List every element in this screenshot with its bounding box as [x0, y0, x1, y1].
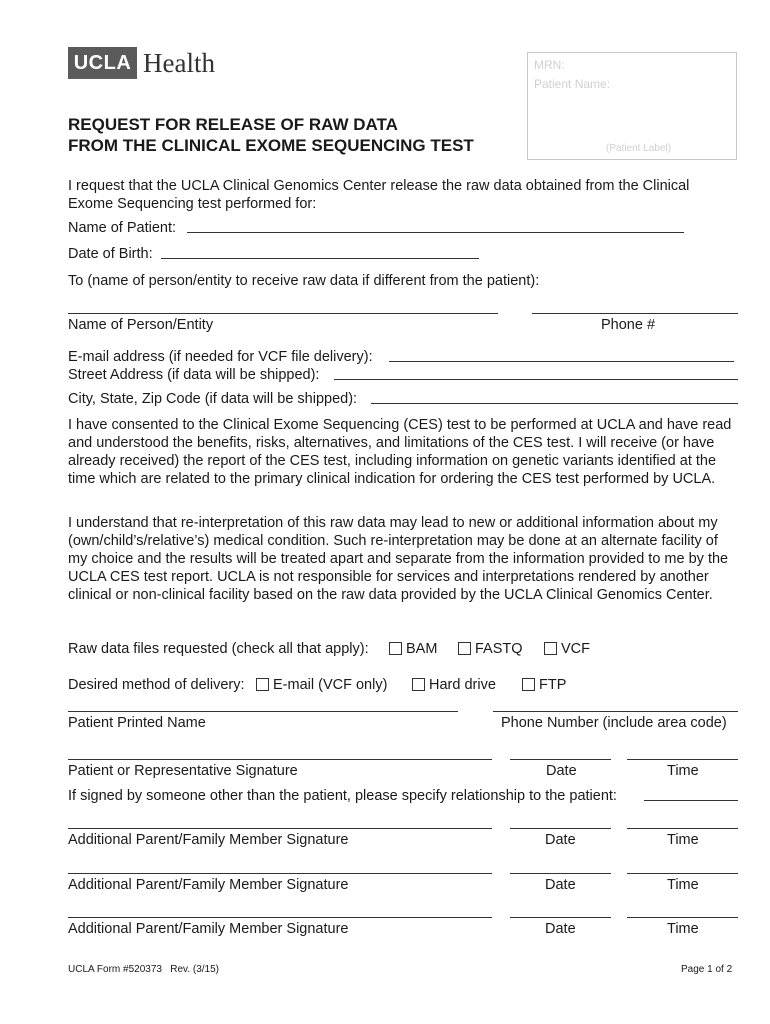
consent-paragraph: I have consented to the Clinical Exome Sequencing (CES) test to be performed at UCLA and have read and understood the benefits, risks, alternatives, and limitations of the CES test. I will receive (or have already received) the report of the CES test, including information on genetic variants identified at the time which are related to the primary clinical indication for ordering the CES test performed by UCLA. [68, 417, 732, 487]
health-logo-word: Health [143, 48, 215, 78]
hard-drive-checkbox[interactable] [412, 678, 425, 691]
phone-number-line[interactable] [493, 711, 738, 712]
patient-name-label: Patient Name: [534, 77, 611, 91]
recipient-instruction: To (name of person/entity to receive raw data if different from the patient): [68, 273, 540, 289]
city-line[interactable] [371, 403, 738, 404]
patient-label-box [527, 52, 737, 160]
bam-checkbox[interactable] [389, 642, 402, 655]
name-of-patient-label: Name of Patient: [68, 220, 176, 236]
date-of-birth-line[interactable] [161, 258, 479, 259]
additional-date-label-1: Date [545, 832, 576, 848]
option-hard-drive[interactable]: Hard drive [412, 676, 496, 694]
additional-time-label-1: Time [667, 832, 699, 848]
date-of-birth-label: Date of Birth: [68, 246, 153, 262]
additional-time-line-2[interactable] [627, 873, 738, 874]
patient-date-label: Date [546, 763, 577, 779]
additional-signature-line-1[interactable] [68, 828, 492, 829]
additional-date-line-3[interactable] [510, 917, 611, 918]
additional-date-line-1[interactable] [510, 828, 611, 829]
additional-signature-label-3: Additional Parent/Family Member Signature [68, 921, 349, 937]
intro-text: I request that the UCLA Clinical Genomics Center release the raw data obtained from the Clinical Exome Sequencing test performed for: [68, 178, 690, 212]
additional-time-label-2: Time [667, 877, 699, 893]
printed-name-line[interactable] [68, 711, 458, 712]
email-checkbox[interactable] [256, 678, 269, 691]
additional-signature-line-3[interactable] [68, 917, 492, 918]
additional-time-line-1[interactable] [627, 828, 738, 829]
additional-time-line-3[interactable] [627, 917, 738, 918]
delivery-label: Desired method of delivery: [68, 677, 245, 693]
additional-date-line-2[interactable] [510, 873, 611, 874]
relationship-label: If signed by someone other than the patient, please specify relationship to the patient: [68, 788, 617, 804]
mrn-label: MRN: [534, 58, 565, 72]
email-line[interactable] [389, 361, 734, 362]
additional-signature-label-2: Additional Parent/Family Member Signature [68, 877, 349, 893]
ftp-checkbox[interactable] [522, 678, 535, 691]
phone-label: Phone # [601, 317, 656, 333]
name-of-patient-line[interactable] [187, 232, 684, 233]
option-fastq[interactable]: FASTQ [458, 640, 523, 658]
page-number: Page 1 of 2 [681, 964, 733, 975]
phone-line[interactable] [532, 313, 738, 314]
additional-signature-label-1: Additional Parent/Family Member Signature [68, 832, 349, 848]
patient-time-label: Time [667, 763, 699, 779]
printed-name-label: Patient Printed Name [68, 715, 206, 731]
additional-date-label-3: Date [545, 921, 576, 937]
vcf-checkbox[interactable] [544, 642, 557, 655]
option-ftp[interactable]: FTP [522, 676, 566, 694]
additional-signature-line-2[interactable] [68, 873, 492, 874]
additional-date-label-2: Date [545, 877, 576, 893]
relationship-line[interactable] [644, 800, 738, 801]
street-label: Street Address (if data will be shipped): [68, 367, 320, 383]
understand-paragraph: I understand that re-interpretation of this raw data may lead to new or additional information about my (own/child’s/relative’s) medical condition. Such re-interpretation may be done at an alternate facility of my choice and the results will be treated apart and separate from the information provided to me by the UCLA CES test report. UCLA is not responsible for services and interpretations rendered by another clinical or non-clinical facility based on the raw data provided by the UCLA Clinical Genomics Center. [68, 515, 729, 603]
street-line[interactable] [334, 379, 738, 380]
form-title-line1: REQUEST FOR RELEASE OF RAW DATA [68, 115, 398, 134]
additional-time-label-3: Time [667, 921, 699, 937]
person-entity-label: Name of Person/Entity [68, 317, 214, 333]
patient-signature-label: Patient or Representative Signature [68, 763, 298, 779]
patient-date-line[interactable] [510, 759, 611, 760]
ucla-logo: UCLA [68, 47, 137, 79]
person-entity-line[interactable] [68, 313, 498, 314]
email-label: E-mail address (if needed for VCF file delivery): [68, 349, 373, 365]
option-email[interactable]: E-mail (VCF only) [256, 676, 387, 694]
files-requested-label: Raw data files requested (check all that apply): [68, 641, 369, 657]
form-title-line2: FROM THE CLINICAL EXOME SEQUENCING TEST [68, 136, 474, 155]
option-vcf[interactable]: VCF [544, 640, 590, 658]
form-number: UCLA Form #520373 Rev. (3/15) [68, 964, 219, 975]
fastq-checkbox[interactable] [458, 642, 471, 655]
phone-number-label: Phone Number (include area code) [501, 715, 727, 731]
option-bam[interactable]: BAM [389, 640, 437, 658]
patient-label-caption: (Patient Label) [606, 143, 672, 154]
patient-time-line[interactable] [627, 759, 738, 760]
city-label: City, State, Zip Code (if data will be shipped): [68, 391, 358, 407]
patient-signature-line[interactable] [68, 759, 492, 760]
